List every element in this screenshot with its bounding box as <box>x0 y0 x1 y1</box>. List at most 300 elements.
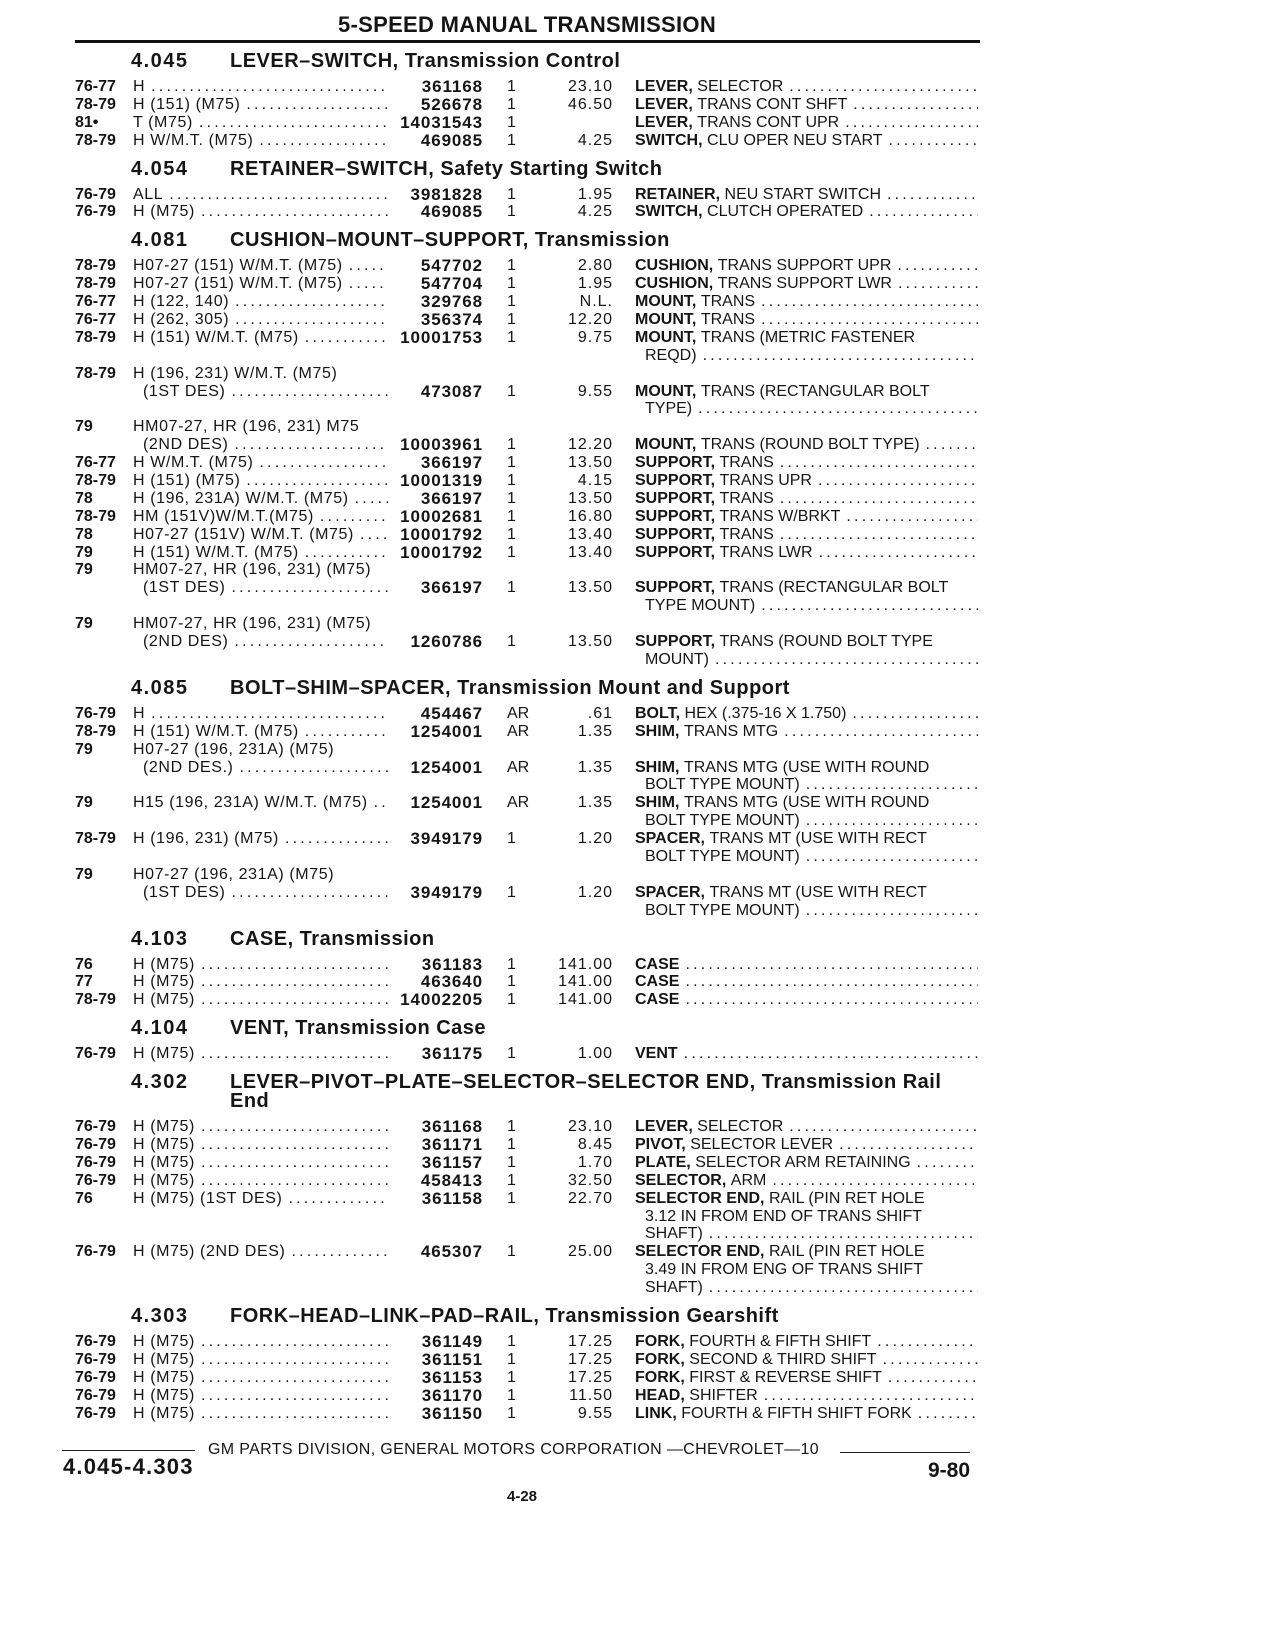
description <box>635 472 978 490</box>
description-noun: SUPPORT, <box>635 454 716 472</box>
row-line <box>0 418 1280 436</box>
description <box>645 597 978 615</box>
dot-leader <box>201 956 388 974</box>
quantity: 1 <box>507 293 516 311</box>
quantity: 1 <box>507 1386 516 1404</box>
model-code-text: (2ND DES.) <box>143 758 234 776</box>
description-text: FOURTH & FIFTH SHIFT FORK <box>681 1404 912 1422</box>
dot-leader <box>926 436 978 454</box>
quantity: 1 <box>507 489 516 507</box>
model-code <box>143 884 388 902</box>
catalog-section <box>0 669 1280 920</box>
price: 12.20 <box>567 436 613 454</box>
model-code-text: H (196, 231A) W/M.T. (M75) <box>133 489 349 507</box>
price: 9.55 <box>577 382 613 400</box>
row-line <box>0 866 1280 884</box>
section-title <box>230 1073 1280 1111</box>
dot-leader <box>806 902 978 920</box>
description-noun: LEVER, <box>635 1118 693 1136</box>
part-row <box>0 526 1280 544</box>
price: 141.00 <box>558 973 613 991</box>
description-text: TRANS <box>700 311 756 329</box>
section-title <box>230 52 1280 71</box>
quantity: 1 <box>507 1189 516 1207</box>
quantity: 1 <box>507 203 516 221</box>
model-code <box>133 705 388 723</box>
model-code <box>133 1405 388 1423</box>
part-row <box>0 544 1280 562</box>
quantity: 1 <box>507 95 516 113</box>
section-heading <box>0 1063 1280 1118</box>
part-row <box>0 1369 1280 1387</box>
model-code <box>133 1045 388 1063</box>
description <box>645 347 978 365</box>
quantity: 1 <box>507 579 516 597</box>
model-code-text: H W/M.T. (M75) <box>133 454 254 472</box>
description-text: SHAFT) <box>645 1279 703 1297</box>
price: 13.40 <box>567 525 613 543</box>
model-code <box>133 132 388 150</box>
section-title-line: End <box>230 1090 270 1113</box>
description <box>635 759 978 777</box>
row-line <box>0 526 1280 544</box>
quantity: 1 <box>507 1332 516 1350</box>
part-row <box>0 794 1280 830</box>
part-row <box>0 1118 1280 1136</box>
part-row <box>0 1387 1280 1405</box>
quantity: 1 <box>507 275 516 293</box>
part-number: 473087 <box>420 381 483 401</box>
price: 2.80 <box>577 257 613 275</box>
price: 1.35 <box>577 758 613 776</box>
quantity: 1 <box>507 328 516 346</box>
section-title-line: FORK–HEAD–LINK–PAD–RAIL, Transmission Gearshift <box>230 1304 779 1327</box>
dot-leader <box>709 1225 978 1243</box>
quantity: 1 <box>507 1404 516 1422</box>
dot-leader <box>685 956 978 974</box>
row-line <box>0 383 1280 401</box>
price: 4.25 <box>577 131 613 149</box>
description <box>635 78 978 96</box>
description-text: BOLT TYPE MOUNT) <box>645 812 800 830</box>
quantity: 1 <box>507 472 516 490</box>
description <box>635 1118 978 1136</box>
price: 25.00 <box>567 1243 613 1261</box>
description <box>635 884 978 902</box>
description <box>635 956 978 974</box>
description-text: REQD) <box>645 346 697 364</box>
part-row <box>0 293 1280 311</box>
part-number: 361157 <box>421 1152 483 1172</box>
dot-leader <box>239 759 388 777</box>
dot-leader <box>288 1190 388 1208</box>
price: 1.20 <box>577 883 613 901</box>
part-row <box>0 1045 1280 1063</box>
description-noun: LEVER, <box>635 113 693 131</box>
row-line <box>0 257 1280 275</box>
model-code-text: HM (151V)W/M.T.(M75) <box>133 507 314 525</box>
description-noun: SELECTOR, <box>635 1171 727 1189</box>
model-code-text: HM07-27, HR (196, 231) (M75) <box>133 561 372 579</box>
quantity: 1 <box>507 257 516 275</box>
section-heading <box>0 150 1280 186</box>
description <box>645 812 978 830</box>
section-number: 4.103 <box>131 927 189 950</box>
description-text: SHIFTER <box>689 1386 758 1404</box>
quantity: 1 <box>507 525 516 543</box>
model-code <box>133 186 388 204</box>
catalog-section <box>0 1063 1280 1297</box>
row-line <box>0 1351 1280 1369</box>
description <box>645 848 978 866</box>
quantity: 1 <box>507 991 516 1009</box>
price: 141.00 <box>558 991 613 1009</box>
dot-leader <box>201 1154 388 1172</box>
dot-leader <box>806 776 978 794</box>
section-title <box>230 676 1280 699</box>
dot-leader <box>839 1136 978 1154</box>
description-noun: SUPPORT, <box>635 543 716 561</box>
part-row <box>0 490 1280 508</box>
model-year: 79 <box>75 865 93 883</box>
description-text: RAIL (PIN RET HOLE <box>769 1243 925 1261</box>
model-code <box>133 1387 388 1405</box>
model-year: 76-79 <box>75 1368 116 1386</box>
part-row <box>0 741 1280 795</box>
quantity: 1 <box>507 973 516 991</box>
part-number: 329768 <box>420 292 483 312</box>
dot-leader <box>818 472 978 490</box>
catalog-section <box>0 920 1280 1010</box>
price: .61 <box>587 704 613 722</box>
section-heading <box>0 1009 1280 1045</box>
footer-rule-right <box>840 1452 970 1453</box>
model-code-text: HM07-27, HR (196, 231) (M75) <box>133 615 372 633</box>
row-line <box>0 1225 1280 1243</box>
description-text: FOURTH & FIFTH SHIFT <box>689 1332 872 1350</box>
part-number: 10001319 <box>400 471 483 491</box>
dot-leader <box>806 812 978 830</box>
model-code-text: H (196, 231) W/M.T. (M75) <box>133 364 338 382</box>
model-code <box>133 1190 388 1208</box>
dot-leader <box>231 383 388 401</box>
description-text: FIRST & REVERSE SHIFT <box>689 1368 882 1386</box>
model-year: 77 <box>75 973 93 991</box>
price: 1.20 <box>577 830 613 848</box>
price: 17.25 <box>567 1350 613 1368</box>
model-code <box>133 454 388 472</box>
dot-leader <box>845 114 978 132</box>
dot-leader <box>684 1045 978 1063</box>
description <box>635 257 978 275</box>
dot-leader <box>888 1369 978 1387</box>
dot-leader <box>285 830 388 848</box>
price: 13.50 <box>567 633 613 651</box>
quantity: 1 <box>507 1368 516 1386</box>
description <box>635 275 978 293</box>
part-row <box>0 723 1280 741</box>
description-text: TRANS CONT SHFT <box>697 95 848 113</box>
description-noun: LINK, <box>635 1404 677 1422</box>
dot-leader <box>764 1387 978 1405</box>
description-noun: CUSHION, <box>635 257 714 275</box>
description-text: TRANS MTG (USE WITH ROUND <box>683 794 930 812</box>
dot-leader <box>231 579 388 597</box>
model-code-text: H07-27 (151) W/M.T. (M75) <box>133 257 343 275</box>
description <box>635 1351 978 1369</box>
part-row <box>0 203 1280 221</box>
model-year: 79 <box>75 418 93 436</box>
model-code <box>133 741 388 759</box>
footer-rule-left <box>62 1450 195 1451</box>
price: 1.00 <box>577 1045 613 1063</box>
description-text: TRANS (RECTANGULAR BOLT <box>719 579 949 597</box>
model-code-text: H (122, 140) <box>133 293 230 311</box>
model-code-text: H (M75) <box>133 1045 195 1063</box>
quantity: AR <box>507 722 530 740</box>
dot-leader <box>201 1351 388 1369</box>
description <box>635 973 978 991</box>
section-heading <box>0 1297 1280 1333</box>
row-line <box>0 454 1280 472</box>
row-line <box>0 615 1280 633</box>
model-code-text: H07-27 (196, 231A) (M75) <box>133 740 335 758</box>
part-number: 366197 <box>420 453 483 473</box>
part-row <box>0 508 1280 526</box>
parts-listing <box>0 42 1280 1422</box>
price: 1.95 <box>577 275 613 293</box>
part-row <box>0 991 1280 1009</box>
part-number: 361158 <box>421 1188 483 1208</box>
description-noun: RETAINER, <box>635 185 721 203</box>
description-noun: SUPPORT, <box>635 472 716 490</box>
description-text: TRANS (METRIC FASTENER <box>700 328 916 346</box>
part-row <box>0 78 1280 96</box>
model-year: 76-79 <box>75 1153 116 1171</box>
description <box>635 1154 978 1172</box>
model-code-text: H (M75) (1ST DES) <box>133 1189 283 1207</box>
description <box>635 203 978 221</box>
model-code <box>133 490 388 508</box>
part-number: 458413 <box>420 1170 483 1190</box>
part-row <box>0 1172 1280 1190</box>
dot-leader <box>199 114 388 132</box>
dot-leader <box>151 705 388 723</box>
model-code-text: H (M75) <box>133 1118 195 1136</box>
model-code-text: H (196, 231) (M75) <box>133 830 279 848</box>
price: 13.50 <box>567 454 613 472</box>
description <box>635 1387 978 1405</box>
description-text: CLU OPER NEU START <box>707 131 883 149</box>
part-number: 10001792 <box>400 524 483 544</box>
description <box>635 1136 978 1154</box>
part-number: 10002681 <box>400 506 483 526</box>
price: 1.95 <box>577 185 613 203</box>
model-code-text: (2ND DES) <box>143 633 229 651</box>
description <box>635 1369 978 1387</box>
dot-leader <box>761 311 978 329</box>
model-year: 78 <box>75 489 93 507</box>
dot-leader <box>201 973 388 991</box>
row-line <box>0 776 1280 794</box>
dot-leader <box>201 1333 388 1351</box>
description <box>635 293 978 311</box>
description <box>635 186 978 204</box>
model-code <box>133 365 388 383</box>
dot-leader <box>259 132 388 150</box>
model-year: 76-77 <box>75 78 116 95</box>
description-text: SELECTOR ARM RETAINING <box>695 1153 911 1171</box>
part-row <box>0 329 1280 365</box>
price: 16.80 <box>567 507 613 525</box>
dot-leader <box>259 454 388 472</box>
description-text: SHAFT) <box>645 1225 703 1243</box>
model-code <box>143 436 388 454</box>
model-year: 78-79 <box>75 507 116 525</box>
section-heading <box>0 221 1280 257</box>
part-row <box>0 311 1280 329</box>
description-text: TRANS (RECTANGULAR BOLT <box>700 382 930 400</box>
part-row <box>0 1136 1280 1154</box>
description <box>635 508 978 526</box>
description-text: SELECTOR <box>697 78 784 95</box>
part-number: 465307 <box>420 1242 483 1262</box>
model-code-text: H07-27 (196, 231A) (M75) <box>133 865 335 883</box>
description-text: TYPE) <box>645 400 693 418</box>
part-number: 3981828 <box>410 184 483 204</box>
description <box>635 705 978 723</box>
section-title-line: LEVER–PIVOT–PLATE–SELECTOR–SELECTOR END, Transmission Rail <box>230 1071 942 1094</box>
row-line <box>0 472 1280 490</box>
part-row <box>0 472 1280 490</box>
dot-leader <box>201 1405 388 1423</box>
price: 32.50 <box>567 1171 613 1189</box>
row-line <box>0 633 1280 651</box>
description-noun: CUSHION, <box>635 275 714 293</box>
description <box>645 651 978 669</box>
part-number: 356374 <box>420 310 483 330</box>
row-line <box>0 311 1280 329</box>
catalog-section <box>0 221 1280 668</box>
part-row <box>0 96 1280 114</box>
part-number: 3949179 <box>410 882 483 902</box>
row-line <box>0 991 1280 1009</box>
price: 11.50 <box>569 1386 613 1404</box>
catalog-section <box>0 42 1280 150</box>
row-line <box>0 203 1280 221</box>
model-code <box>133 311 388 329</box>
description-noun: MOUNT, <box>635 328 697 346</box>
part-row <box>0 114 1280 132</box>
price: 9.75 <box>577 328 613 346</box>
model-code <box>143 759 388 777</box>
row-line <box>0 293 1280 311</box>
section-number: 4.085 <box>131 676 189 699</box>
row-line <box>0 651 1280 669</box>
description <box>635 1190 978 1208</box>
footer-page-number: 4-28 <box>506 1488 538 1505</box>
model-code <box>133 526 388 544</box>
dot-leader <box>246 96 388 114</box>
dot-leader <box>806 848 978 866</box>
row-line <box>0 705 1280 723</box>
quantity: 1 <box>507 113 516 131</box>
description-noun: SWITCH, <box>635 203 703 221</box>
quantity: AR <box>507 704 530 722</box>
section-number: 4.081 <box>131 229 189 252</box>
row-line <box>0 1045 1280 1063</box>
price: 17.25 <box>567 1368 613 1386</box>
description-text: TRANS (ROUND BOLT TYPE <box>719 633 933 651</box>
model-year: 76-77 <box>75 293 116 311</box>
part-number: 361183 <box>421 954 483 974</box>
quantity: AR <box>507 794 530 812</box>
description <box>635 830 978 848</box>
row-line <box>0 723 1280 741</box>
price: 13.50 <box>567 489 613 507</box>
price: 13.40 <box>567 543 613 561</box>
description-noun: SUPPORT, <box>635 579 716 597</box>
part-row <box>0 615 1280 669</box>
dot-leader <box>852 705 978 723</box>
section-heading <box>0 42 1280 78</box>
part-number: 1254001 <box>410 721 483 741</box>
dot-leader <box>305 329 388 347</box>
description-text: ARM <box>730 1171 767 1189</box>
row-line <box>0 1369 1280 1387</box>
description <box>635 96 978 114</box>
description <box>635 794 978 812</box>
row-line <box>0 1172 1280 1190</box>
dot-leader <box>853 96 978 114</box>
quantity: 1 <box>507 883 516 901</box>
row-line <box>0 96 1280 114</box>
description <box>645 1261 978 1279</box>
section-title <box>230 157 1280 180</box>
row-line <box>0 365 1280 383</box>
dot-leader <box>761 597 978 615</box>
dot-leader <box>897 257 978 275</box>
model-year: 76-79 <box>75 1332 116 1350</box>
row-line <box>0 508 1280 526</box>
model-code-text: H (M75) <box>133 1135 195 1153</box>
description-noun: LEVER, <box>635 78 693 95</box>
model-year: 76-79 <box>75 1404 116 1422</box>
model-year: 76-79 <box>75 1118 116 1136</box>
model-code <box>143 383 388 401</box>
description-noun: SPACER, <box>635 883 705 901</box>
part-number: 361150 <box>421 1403 483 1423</box>
model-code-text: H07-27 (151) W/M.T. (M75) <box>133 275 343 293</box>
description-text: RAIL (PIN RET HOLE <box>769 1189 925 1207</box>
model-code-text: H (262, 305) <box>133 311 230 329</box>
model-code-text: H (M75) <box>133 991 195 1009</box>
model-code-text: (2ND DES) <box>143 436 229 454</box>
description-noun: SELECTOR END, <box>635 1189 765 1207</box>
row-line <box>0 1118 1280 1136</box>
model-year: 78 <box>75 525 93 543</box>
row-line <box>0 830 1280 848</box>
part-row <box>0 1351 1280 1369</box>
dot-leader <box>883 1351 978 1369</box>
part-row <box>0 956 1280 974</box>
model-code <box>133 257 388 275</box>
quantity: 1 <box>507 185 516 203</box>
part-row <box>0 1154 1280 1172</box>
row-line <box>0 186 1280 204</box>
dot-leader <box>685 991 978 1009</box>
part-row <box>0 1405 1280 1423</box>
